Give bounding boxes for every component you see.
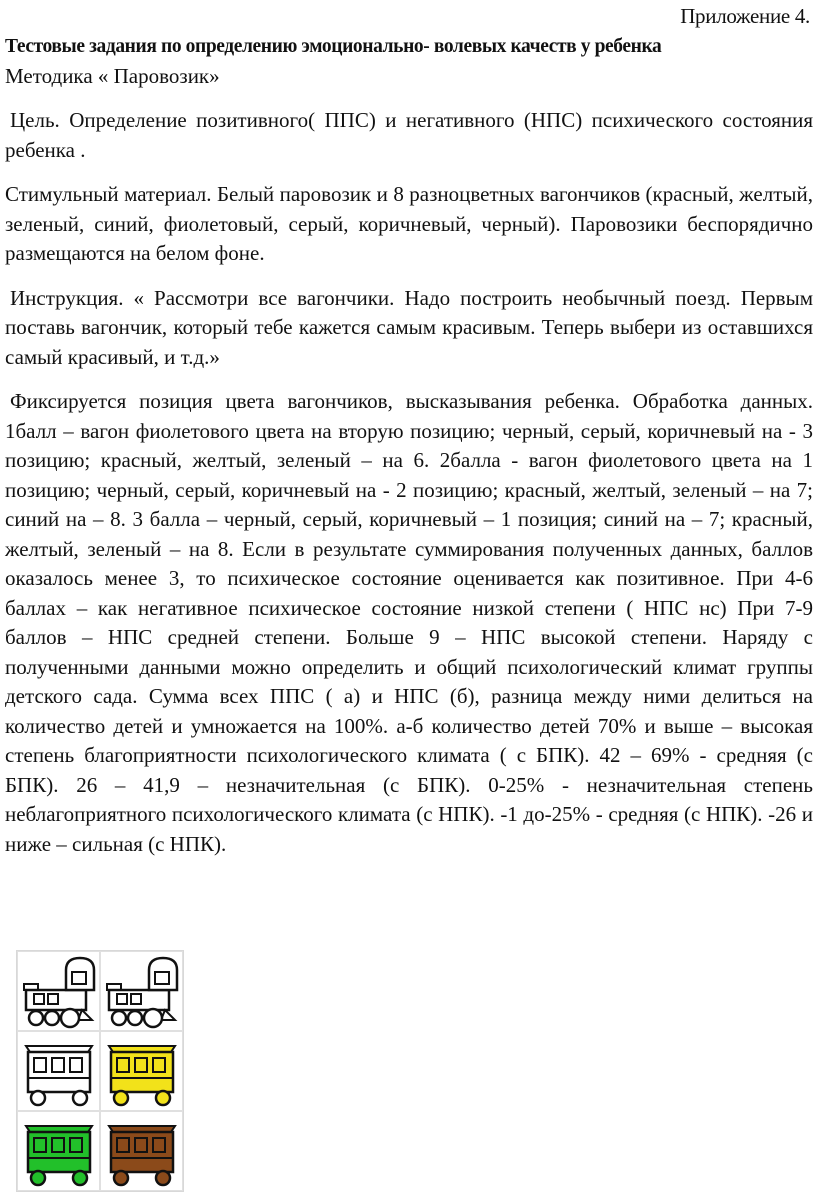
document-body [5,106,813,874]
document-title: Тестовые задания по определению эмоционально- волевых качеств у ребенка [5,36,662,57]
appendix-label: Приложение 4. [680,4,810,28]
wagon-icon [103,1034,181,1110]
locomotive-cell [17,951,100,1031]
wagon-icon [103,1114,181,1190]
paragraph-goal: Цель. Определение позитивного( ППС) и негативного (НПС) психического состояния ребенка . [5,108,813,162]
train-illustration [16,950,184,1192]
locomotive-cell [100,951,183,1031]
wagon-cell [17,1031,100,1111]
wagon-cell [100,1111,183,1191]
locomotive-icon [20,954,98,1030]
paragraph-stimulus: Стимульный материал. Белый паровозик и 8 разноцветных вагончиков (красный, желтый, зеленый, синий, фиолетовый, серый, коричневый, черный). Паровозики беспорядично размещаются на белом фоне. [5,182,813,265]
paragraph-processing: Фиксируется позиция цвета вагончиков, высказывания ребенка. Обработка данных. 1балл – вагон фиолетового цвета на вторую позицию; черный, серый, коричневый на - 3 позицию; красный, желтый, зеленый – на 6. 2балла - вагон фиолетового цвета на 1 позицию; черный, серый, коричневый на - 2 позицию; красный, желтый, зеленый – на 7; синий на – 8. 3 балла – черный, серый, коричневый – 1 позиция; синий на – 7; красный, желтый, зеленый – на 8. Если в результате суммирования полученных данных, баллов оказалось менее 3, то психическое состояние оценивается как позитивное. При 4-6 баллах – как негативное психическое состояние низкой степени ( НПС нс) При 7-9 баллов – НПС средней степени. Больше 9 – НПС высокой степени. Наряду с полученными данными можно определить и общий психологический климат группы детского сада. Сумма всех ППС ( а) и НПС (б), разница между ними делиться на количество детей и умножается на 100%. а-б количество детей 70% и выше – высокая степень благоприятности психологического климата ( с БПК). 42 – 69% - средняя (с БПК). 26 – 41,9 – незначительная (с БПК). 0-25% - незначительная степень неблагоприятного психологического климата (с НПК). -1 до-25% - средняя (с НПК). -26 и ниже – сильная (с НПК). [5,389,813,856]
locomotive-icon [103,954,181,1030]
method-name: Методика « Паровозик» [5,64,220,88]
wagon-icon [20,1114,98,1190]
paragraph-instruction: Инструкция. « Рассмотри все вагончики. Надо построить необычный поезд. Первым поставь вагончик, который тебе кажется самым красивым. Теперь выбери из оставшихся самый красивый, и т.д.» [5,285,813,369]
wagon-cell [17,1111,100,1191]
wagon-cell [100,1031,183,1111]
wagon-icon [20,1034,98,1110]
